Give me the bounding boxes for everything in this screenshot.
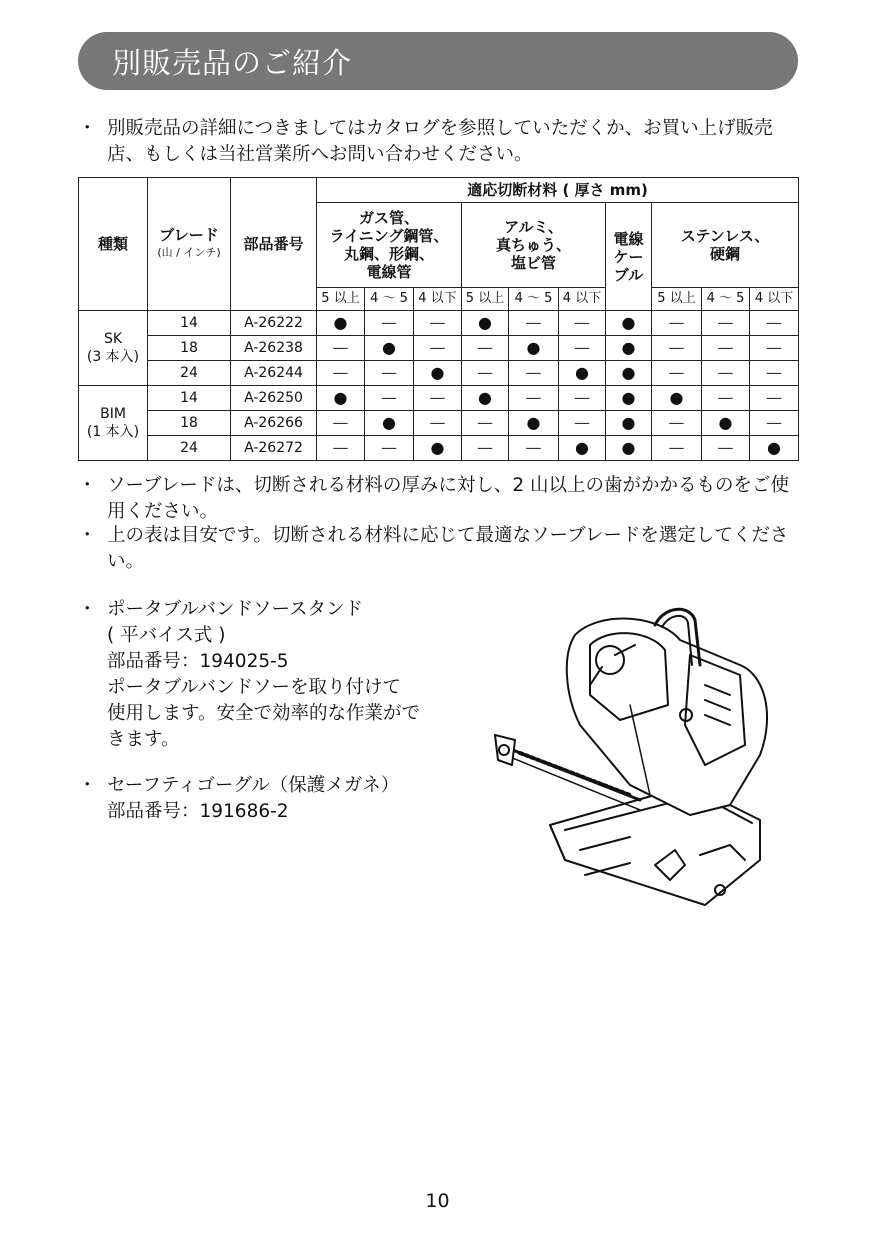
not-suitable-mark: — [766, 337, 783, 357]
not-suitable-mark: — [574, 312, 590, 332]
not-suitable-mark: — [668, 337, 685, 357]
not-suitable-mark: — [381, 387, 397, 407]
sub-header: 5 以上 [462, 288, 509, 311]
table-row [79, 311, 799, 336]
suitable-mark: ● [526, 337, 541, 357]
sub-header: 5 以上 [317, 288, 365, 311]
table-cell [414, 311, 462, 336]
table-cell [509, 386, 559, 411]
group-gas-line-3: 丸鋼、形鋼、 [343, 245, 434, 263]
page-number: 10 [425, 1190, 450, 1212]
accessory-stand-name: ポータブルバンドソースタンド [107, 599, 364, 620]
blade-tpi: 24 [148, 436, 231, 461]
part-number: A-26222 [231, 311, 317, 336]
suitable-mark: ● [669, 387, 684, 407]
sub-header: 5 以上 [652, 288, 702, 311]
accessory-stand [78, 597, 478, 753]
suitable-mark: ● [333, 387, 348, 407]
suitable-mark: ● [430, 437, 445, 457]
table-cell [702, 336, 750, 361]
group-gas-pipe [317, 203, 462, 288]
not-suitable-mark: — [381, 312, 397, 332]
not-suitable-mark: — [717, 387, 734, 407]
suitable-mark: ● [621, 412, 636, 432]
not-suitable-mark: — [525, 387, 542, 407]
not-suitable-mark: — [429, 337, 446, 357]
section-title: 別販売品のご紹介 [112, 46, 353, 80]
table-cell [702, 411, 750, 436]
table-cell [559, 311, 606, 336]
accessory-stand-desc-1: ポータブルバンドソーを取り付けて [107, 677, 401, 698]
table-cell [462, 436, 509, 461]
group-gas-line-2: ライニング鋼管、 [329, 227, 449, 245]
suitable-mark: ● [575, 362, 589, 382]
table-cell [559, 386, 606, 411]
table-cell [317, 436, 365, 461]
table-cell [652, 386, 702, 411]
table-cell [652, 411, 702, 436]
not-suitable-mark: — [717, 437, 734, 457]
table-row [79, 436, 799, 461]
table-cell [509, 336, 559, 361]
table-cell [317, 361, 365, 386]
table-cell [462, 311, 509, 336]
table-cell [606, 411, 652, 436]
bullet: ・ [78, 525, 97, 546]
sub-header: 4 ～ 5 [365, 288, 414, 311]
table-cell [652, 436, 702, 461]
part-number: A-26266 [231, 411, 317, 436]
table-cell [750, 361, 799, 386]
suitable-mark: ● [767, 437, 782, 457]
sub-header: 4 以下 [559, 288, 606, 311]
table-cell [414, 361, 462, 386]
table-cell [652, 311, 702, 336]
table-cell [317, 411, 365, 436]
group-gas-line-1: ガス管、 [358, 209, 419, 227]
accessory-stand-part: 部品番号：194025-5 [107, 651, 289, 672]
table-cell [365, 436, 414, 461]
not-suitable-mark: — [668, 437, 685, 457]
not-suitable-mark: — [332, 412, 349, 432]
note-guide-text: 上の表は目安です。切断される材料に応じて最適なソーブレードを選定してください。 [107, 525, 789, 572]
table-cell [750, 311, 799, 336]
header-blade-sub: (山 / インチ) [157, 246, 221, 259]
table-cell [652, 361, 702, 386]
not-suitable-mark: — [332, 437, 349, 457]
bullet: ・ [78, 118, 97, 139]
not-suitable-mark: — [766, 362, 783, 382]
table-cell [509, 436, 559, 461]
sub-header: 4 以下 [414, 288, 462, 311]
group-sk-count: (3 本入) [86, 349, 140, 365]
table-cell [750, 336, 799, 361]
table-cell [509, 411, 559, 436]
table-cell [559, 336, 606, 361]
table-cell [509, 311, 559, 336]
group-cable [606, 203, 652, 311]
table-cell [365, 411, 414, 436]
table-cell [365, 311, 414, 336]
table-cell [702, 361, 750, 386]
suitable-mark: ● [478, 387, 492, 407]
not-suitable-mark: — [429, 412, 446, 432]
group-bim-count: (1 本入) [86, 424, 140, 440]
suitable-mark: ● [621, 437, 636, 457]
table-cell [702, 386, 750, 411]
note-teeth [78, 473, 800, 525]
table-cell [652, 336, 702, 361]
not-suitable-mark: — [381, 362, 397, 382]
table-cell [317, 311, 365, 336]
table-cell [462, 386, 509, 411]
part-number: A-26272 [231, 436, 317, 461]
table-cell [414, 436, 462, 461]
not-suitable-mark: — [668, 312, 685, 332]
table-cell [559, 411, 606, 436]
not-suitable-mark: — [668, 362, 685, 382]
not-suitable-mark: — [525, 362, 542, 382]
suitable-mark: ● [382, 412, 396, 432]
table-cell [365, 361, 414, 386]
not-suitable-mark: — [381, 437, 397, 457]
suitable-mark: ● [575, 437, 589, 457]
part-number: A-26244 [231, 361, 317, 386]
not-suitable-mark: — [332, 362, 349, 382]
part-number: A-26238 [231, 336, 317, 361]
bullet: ・ [78, 599, 97, 620]
section-title-bar [78, 32, 798, 90]
table-cell [606, 311, 652, 336]
not-suitable-mark: — [477, 437, 493, 457]
table-row [79, 361, 799, 386]
group-sk-label: SK [103, 331, 123, 347]
table-cell [702, 436, 750, 461]
table-row [79, 336, 799, 361]
not-suitable-mark: — [477, 337, 493, 357]
not-suitable-mark: — [717, 312, 734, 332]
accessory-goggles-part: 部品番号：191686-2 [107, 801, 289, 822]
suitable-mark: ● [382, 337, 396, 357]
accessory-goggles [78, 773, 478, 825]
table-cell [462, 361, 509, 386]
group-stain-line-1: ステンレス、 [680, 227, 770, 245]
group-alu-line-2: 真ちゅう、 [495, 236, 571, 254]
group-cable-line-2: ケー [613, 247, 644, 266]
not-suitable-mark: — [525, 312, 542, 332]
table-cell [462, 336, 509, 361]
not-suitable-mark: — [766, 412, 783, 432]
table-cell [414, 386, 462, 411]
suitable-mark: ● [526, 412, 541, 432]
sub-header: 4 ～ 5 [509, 288, 559, 311]
table-cell [750, 386, 799, 411]
blade-tpi: 18 [148, 411, 231, 436]
blade-tpi: 18 [148, 336, 231, 361]
table-row [79, 386, 799, 411]
table-cell [414, 336, 462, 361]
table-row [79, 411, 799, 436]
not-suitable-mark: — [574, 412, 590, 432]
group-gas-line-4: 電線管 [366, 263, 412, 281]
group-sk [79, 311, 148, 386]
not-suitable-mark: — [766, 312, 783, 332]
not-suitable-mark: — [766, 387, 783, 407]
table-cell [317, 386, 365, 411]
suitable-mark: ● [718, 412, 733, 432]
not-suitable-mark: — [668, 412, 685, 432]
group-stainless [652, 203, 799, 288]
bullet: ・ [78, 775, 97, 796]
not-suitable-mark: — [332, 337, 349, 357]
part-number: A-26250 [231, 386, 317, 411]
not-suitable-mark: — [525, 437, 542, 457]
table-cell [750, 436, 799, 461]
blade-tpi: 24 [148, 361, 231, 386]
suitable-mark: ● [621, 337, 636, 357]
intro-note [78, 116, 800, 168]
not-suitable-mark: — [477, 412, 493, 432]
table-cell [606, 436, 652, 461]
table-cell [559, 436, 606, 461]
group-cable-line-1: 電線 [613, 229, 644, 248]
group-alu-line-3: 塩ビ管 [510, 254, 556, 272]
sub-header: 4 以下 [750, 288, 799, 311]
table-cell [462, 411, 509, 436]
suitable-mark: ● [430, 362, 445, 382]
table-cell [606, 336, 652, 361]
blade-tpi: 14 [148, 386, 231, 411]
group-bim-label: BIM [100, 406, 126, 422]
table-cell [509, 361, 559, 386]
blade-tpi: 14 [148, 311, 231, 336]
suitable-mark: ● [621, 387, 636, 407]
accessory-stand-desc-2: 使用します。安全で効率的な作業がで [107, 703, 421, 724]
table-cell [559, 361, 606, 386]
accessory-goggles-name: セーフティゴーグル（保護メガネ） [107, 775, 400, 796]
not-suitable-mark: — [429, 312, 446, 332]
accessory-stand-desc-3: きます。 [107, 729, 180, 750]
blade-table [78, 177, 799, 461]
suitable-mark: ● [333, 312, 348, 332]
table-cell [414, 411, 462, 436]
table-cell [365, 386, 414, 411]
group-alu-line-1: アルミ、 [504, 218, 563, 236]
note-teeth-text: ソーブレードは、切断される材料の厚みに対し、2 山以上の歯がかかるものをご使用ください。 [107, 475, 789, 522]
suitable-mark: ● [621, 312, 636, 332]
table-cell [317, 336, 365, 361]
group-aluminum [462, 203, 606, 288]
header-type: 種類 [79, 178, 148, 311]
suitable-mark: ● [478, 312, 492, 332]
group-bim [79, 386, 148, 461]
suitable-mark: ● [621, 362, 636, 382]
intro-note-text: 別販売品の詳細につきましてはカタログを参照していただくか、お買い上げ販売店、もしくは当社営業所へお問い合わせください。 [107, 118, 773, 165]
table-cell [750, 411, 799, 436]
header-blade-label: ブレード [159, 226, 219, 244]
not-suitable-mark: — [477, 362, 493, 382]
group-cable-line-3: ブル [613, 265, 644, 284]
not-suitable-mark: — [429, 387, 446, 407]
band-saw-stand-illustration [490, 605, 790, 925]
sub-header: 4 ～ 5 [702, 288, 750, 311]
note-guide [78, 523, 800, 575]
table-cell [365, 336, 414, 361]
header-part: 部品番号 [231, 178, 317, 311]
header-material: 適応切断材料 ( 厚さ mm) [317, 178, 799, 203]
table-cell [606, 361, 652, 386]
group-stain-line-2: 硬鋼 [710, 245, 741, 263]
table-cell [702, 311, 750, 336]
not-suitable-mark: — [717, 362, 734, 382]
not-suitable-mark: — [717, 337, 734, 357]
accessory-stand-subname: ( 平バイス式 ) [107, 625, 226, 646]
not-suitable-mark: — [574, 337, 590, 357]
not-suitable-mark: — [574, 387, 590, 407]
bullet: ・ [78, 475, 97, 496]
header-blade [148, 178, 231, 311]
table-cell [606, 386, 652, 411]
